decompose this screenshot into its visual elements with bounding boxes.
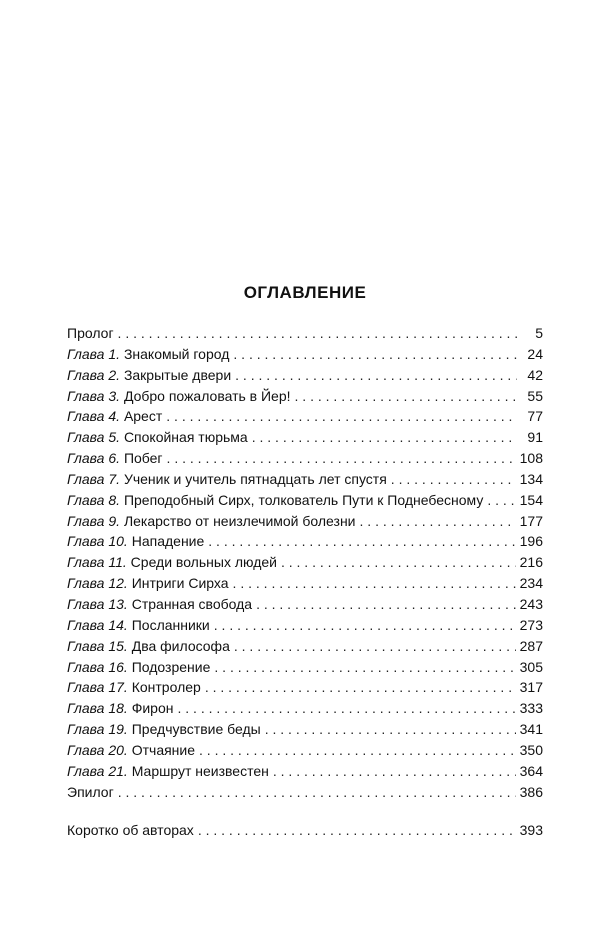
toc-entry-title: Спокойная тюрьма xyxy=(123,429,248,446)
toc-entry-text xyxy=(67,615,210,636)
toc-entry xyxy=(67,820,543,841)
toc-entry-text xyxy=(67,406,162,427)
toc-page-number: 243 xyxy=(519,595,543,612)
toc-page-number: 24 xyxy=(527,345,543,362)
toc-entry xyxy=(67,448,543,469)
toc-entry-text xyxy=(67,782,114,803)
toc-chapter-label: Глава 14. xyxy=(67,616,128,633)
toc-entry xyxy=(67,740,543,761)
toc-page-number: 134 xyxy=(519,470,543,487)
toc-entry-text xyxy=(67,344,229,365)
toc-chapter-label: Глава 15. xyxy=(67,637,128,654)
toc-page-number: 216 xyxy=(519,554,543,571)
toc-leader-dots xyxy=(235,365,517,386)
toc-entry xyxy=(67,386,543,407)
toc-entry-title: Интриги Сирха xyxy=(131,575,229,592)
toc-entry xyxy=(67,552,543,573)
toc-page-number: 234 xyxy=(519,575,543,592)
toc-leader-dots xyxy=(233,573,516,594)
toc-entry-title: Пролог xyxy=(67,325,114,341)
toc-entry-title: Побег xyxy=(123,450,163,467)
toc-entry-text xyxy=(67,719,261,740)
toc-leader-dots xyxy=(295,386,517,407)
toc-entry-text xyxy=(67,657,210,678)
toc-entry-text xyxy=(67,511,356,532)
toc-entry-title: Закрытые двери xyxy=(123,366,232,383)
toc-chapter-label: Глава 6. xyxy=(67,450,121,467)
toc-entry-title: Подозрение xyxy=(131,658,211,675)
toc-chapter-label: Глава 13. xyxy=(67,595,128,612)
toc-page-number: 55 xyxy=(527,387,543,404)
toc-entry-text xyxy=(67,469,387,490)
toc-chapter-label: Глава 16. xyxy=(67,658,128,675)
toc-chapter-label: Глава 1. xyxy=(67,345,121,362)
toc-entry xyxy=(67,573,543,594)
toc-entry-text xyxy=(67,386,291,407)
toc-page-number: 333 xyxy=(519,700,543,717)
toc-chapter-label: Глава 12. xyxy=(67,575,128,592)
toc-list xyxy=(67,323,543,841)
toc-chapter-label: Глава 8. xyxy=(67,491,121,508)
toc-leader-dots xyxy=(233,344,517,365)
toc-leader-dots xyxy=(167,448,516,469)
toc-leader-dots xyxy=(360,511,516,532)
toc-entry-text xyxy=(67,323,114,344)
toc-leader-dots xyxy=(208,531,515,552)
toc-page-number: 273 xyxy=(519,616,543,633)
toc-page-number: 386 xyxy=(519,783,543,800)
toc-entry xyxy=(67,344,543,365)
toc-leader-dots xyxy=(265,719,516,740)
toc-chapter-label: Глава 18. xyxy=(67,700,128,717)
toc-entry xyxy=(67,511,543,532)
toc-leader-dots xyxy=(214,657,515,678)
toc-entry-text xyxy=(67,594,252,615)
toc-leader-dots xyxy=(205,677,516,698)
toc-leader-dots xyxy=(198,820,516,841)
toc-entry-title: Преподобный Сирх, толкователь Пути к Поднебесному xyxy=(123,491,484,508)
toc-entry-text xyxy=(67,636,230,657)
toc-entry-title: Ученик и учитель пятнадцать лет спустя xyxy=(123,470,387,487)
toc-page-number: 177 xyxy=(519,512,543,529)
toc-entry-text xyxy=(67,761,269,782)
toc-page-number: 77 xyxy=(527,408,543,425)
toc-entry-title: Маршрут неизвестен xyxy=(131,762,269,779)
toc-leader-dots xyxy=(391,469,516,490)
toc-leader-dots xyxy=(487,490,515,511)
toc-entry-text xyxy=(67,740,195,761)
toc-leader-dots xyxy=(214,615,516,636)
toc-leader-dots xyxy=(234,636,516,657)
toc-entry-title: Лекарство от неизлечимой болезни xyxy=(123,512,356,529)
toc-page-number: 287 xyxy=(519,637,543,654)
toc-entry-text xyxy=(67,573,229,594)
toc-chapter-label: Глава 17. xyxy=(67,679,128,696)
toc-entry xyxy=(67,657,543,678)
toc-entry xyxy=(67,615,543,636)
toc-entry-text xyxy=(67,448,163,469)
toc-entry-text xyxy=(67,365,231,386)
toc-page-number: 341 xyxy=(519,721,543,738)
toc-page-number: 42 xyxy=(527,366,543,383)
toc-entry-text xyxy=(67,677,201,698)
toc-page-number: 393 xyxy=(519,822,543,839)
toc-leader-dots xyxy=(252,427,517,448)
toc-leader-dots xyxy=(199,740,516,761)
toc-entry-title: Среди вольных людей xyxy=(130,554,277,571)
toc-leader-dots xyxy=(256,594,516,615)
toc-entry xyxy=(67,782,543,803)
toc-entry-text xyxy=(67,552,277,573)
toc-leader-dots xyxy=(281,552,516,573)
toc-entry xyxy=(67,469,543,490)
toc-entry-title: Добро пожаловать в Йер! xyxy=(123,387,291,404)
toc-entry-title: Коротко об авторах xyxy=(67,822,194,839)
toc-page-number: 305 xyxy=(519,658,543,675)
toc-page-number: 5 xyxy=(535,325,543,341)
toc-chapter-label: Глава 19. xyxy=(67,721,128,738)
toc-chapter-label: Глава 3. xyxy=(67,387,121,404)
toc-entry-title: Арест xyxy=(123,408,163,425)
toc-entry-title: Нападение xyxy=(131,533,205,550)
toc-entry-title: Два философа xyxy=(131,637,230,654)
toc-chapter-label: Глава 5. xyxy=(67,429,121,446)
toc-entry xyxy=(67,427,543,448)
toc-chapter-label: Глава 7. xyxy=(67,470,121,487)
toc-entry xyxy=(67,323,543,344)
toc-chapter-label: Глава 11. xyxy=(67,554,127,571)
toc-page-number: 91 xyxy=(527,429,543,446)
toc-leader-dots xyxy=(273,761,516,782)
toc-page-number: 154 xyxy=(519,491,543,508)
toc-entry-title: Эпилог xyxy=(67,783,114,800)
toc-entry-text xyxy=(67,820,194,841)
toc-entry-title: Отчаяние xyxy=(131,741,196,758)
toc-entry xyxy=(67,677,543,698)
toc-entry-text xyxy=(67,531,204,552)
toc-entry-title: Предчувствие беды xyxy=(131,721,261,738)
toc-entry xyxy=(67,531,543,552)
toc-entry-text xyxy=(67,427,248,448)
toc-leader-dots xyxy=(178,698,516,719)
toc-entry-title: Контролер xyxy=(131,679,201,696)
toc-chapter-label: Глава 10. xyxy=(67,533,128,550)
toc-page-number: 364 xyxy=(519,762,543,779)
toc-entry-text xyxy=(67,490,483,511)
toc-chapter-label: Глава 2. xyxy=(67,366,121,383)
toc-page-number: 108 xyxy=(519,450,543,467)
toc-entry xyxy=(67,406,543,427)
toc-entry xyxy=(67,719,543,740)
toc-entry xyxy=(67,594,543,615)
toc-entry xyxy=(67,365,543,386)
toc-page-number: 196 xyxy=(519,533,543,550)
toc-entry xyxy=(67,636,543,657)
toc-chapter-label: Глава 21. xyxy=(67,762,128,779)
toc-entry-title: Знакомый город xyxy=(123,345,230,362)
toc-chapter-label: Глава 9. xyxy=(67,512,121,529)
toc-page-number: 350 xyxy=(519,741,543,758)
toc-title: ОГЛАВЛЕНИЕ xyxy=(243,283,367,302)
toc-leader-dots xyxy=(118,782,516,803)
toc-entry-title: Посланники xyxy=(131,616,210,633)
toc-chapter-label: Глава 4. xyxy=(67,408,121,425)
toc-leader-dots xyxy=(166,406,517,427)
toc-page-number: 317 xyxy=(519,679,543,696)
toc-entry-title: Странная свобода xyxy=(131,595,253,612)
toc-entry xyxy=(67,761,543,782)
toc-entry-text xyxy=(67,698,174,719)
toc-entry-title: Фирон xyxy=(131,700,174,717)
toc-chapter-label: Глава 20. xyxy=(67,741,128,758)
toc-entry xyxy=(67,490,543,511)
toc-entry xyxy=(67,698,543,719)
toc-leader-dots xyxy=(118,323,517,344)
